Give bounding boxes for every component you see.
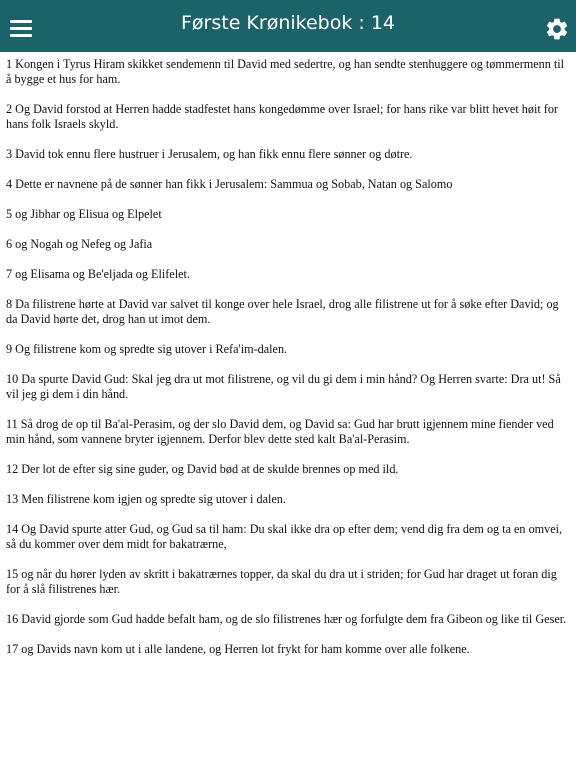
verse-2: 2 Og David forstod at Herren hadde stadfestet hans kongedømme over Israel; for hans rike var blitt hevet høit for hans folk Israels skyld. <box>6 102 558 131</box>
verse-9: 9 Og filistrene kom og spredte sig utover i Refa'im-dalen. <box>6 342 288 356</box>
page-title: Første Krønikebok : 14 <box>180 12 396 34</box>
verse-8: 8 Da filistrene hørte at David var salvet til konge over hele Israel, drog alle filistrene ut for å søke efter David; og da David hørte det, drog han ut imot dem. <box>6 297 559 326</box>
verse-11: 11 Så drog de op til Ba'al-Perasim, og der slo David dem, og David sa: Gud har brutt igjennem mine fiender ved min hånd, som vannene bryter igjennem. Derfor blev dette sted kalt Ba'al-Perasim. <box>6 417 554 446</box>
verse-6: 6 og Nogah og Nefeg og Jafia <box>6 237 153 251</box>
app-bar <box>0 0 576 52</box>
verse-1: 1 Kongen i Tyrus Hiram skikket sendemenn til David med sedertre, og han sendte stenhuggere og tømmermenn til å bygge et hus for ham. <box>6 57 565 86</box>
verse-5: 5 og Jibhar og Elisua og Elpelet <box>6 207 162 221</box>
verse-7: 7 og Elisama og Be'eljada og Elifelet. <box>6 267 190 281</box>
verse-15: 15 og når du hører lyden av skritt i bakatrærnes topper, da skal du dra ut i striden; for Gud har draget ut foran dig for å slå filistrenes hær. <box>6 567 557 596</box>
verse-13: 13 Men filistrene kom igjen og spredte sig utover i dalen. <box>6 492 286 506</box>
verse-16: 16 David gjorde som Gud hadde befalt ham, og de slo filistrenes hær og forfulgte dem fra Gibeon og like til Geser. <box>6 612 567 626</box>
verse-10: 10 Da spurte David Gud: Skal jeg dra ut mot filistrene, og vil du gi dem i min hånd? Og Herren svarte: Dra ut! Så vil jeg gi dem i din hånd. <box>6 372 561 401</box>
settings-button[interactable] <box>544 16 570 42</box>
verse-17: 17 og Davids navn kom ut i alle landene, og Herren lot frykt for ham komme over alle folkene. <box>6 642 470 656</box>
verse-4: 4 Dette er navnene på de sønner han fikk i Jerusalem: Sammua og Sobab, Natan og Salomo <box>6 177 453 191</box>
gear-icon <box>544 16 570 42</box>
chapter-content <box>6 57 570 672</box>
verse-14: 14 Og David spurte atter Gud, og Gud sa til ham: Du skal ikke dra op efter dem; vend dig fra dem og ta en omvei, så du kommer over dem midt for bakatrærne, <box>6 522 563 551</box>
verse-12: 12 Der lot de efter sig sine guder, og David bød at de skulde brennes op med ild. <box>6 462 399 476</box>
verse-3: 3 David tok ennu flere hustruer i Jerusalem, og han fikk ennu flere sønner og døtre. <box>6 147 413 161</box>
menu-button[interactable] <box>10 20 32 38</box>
